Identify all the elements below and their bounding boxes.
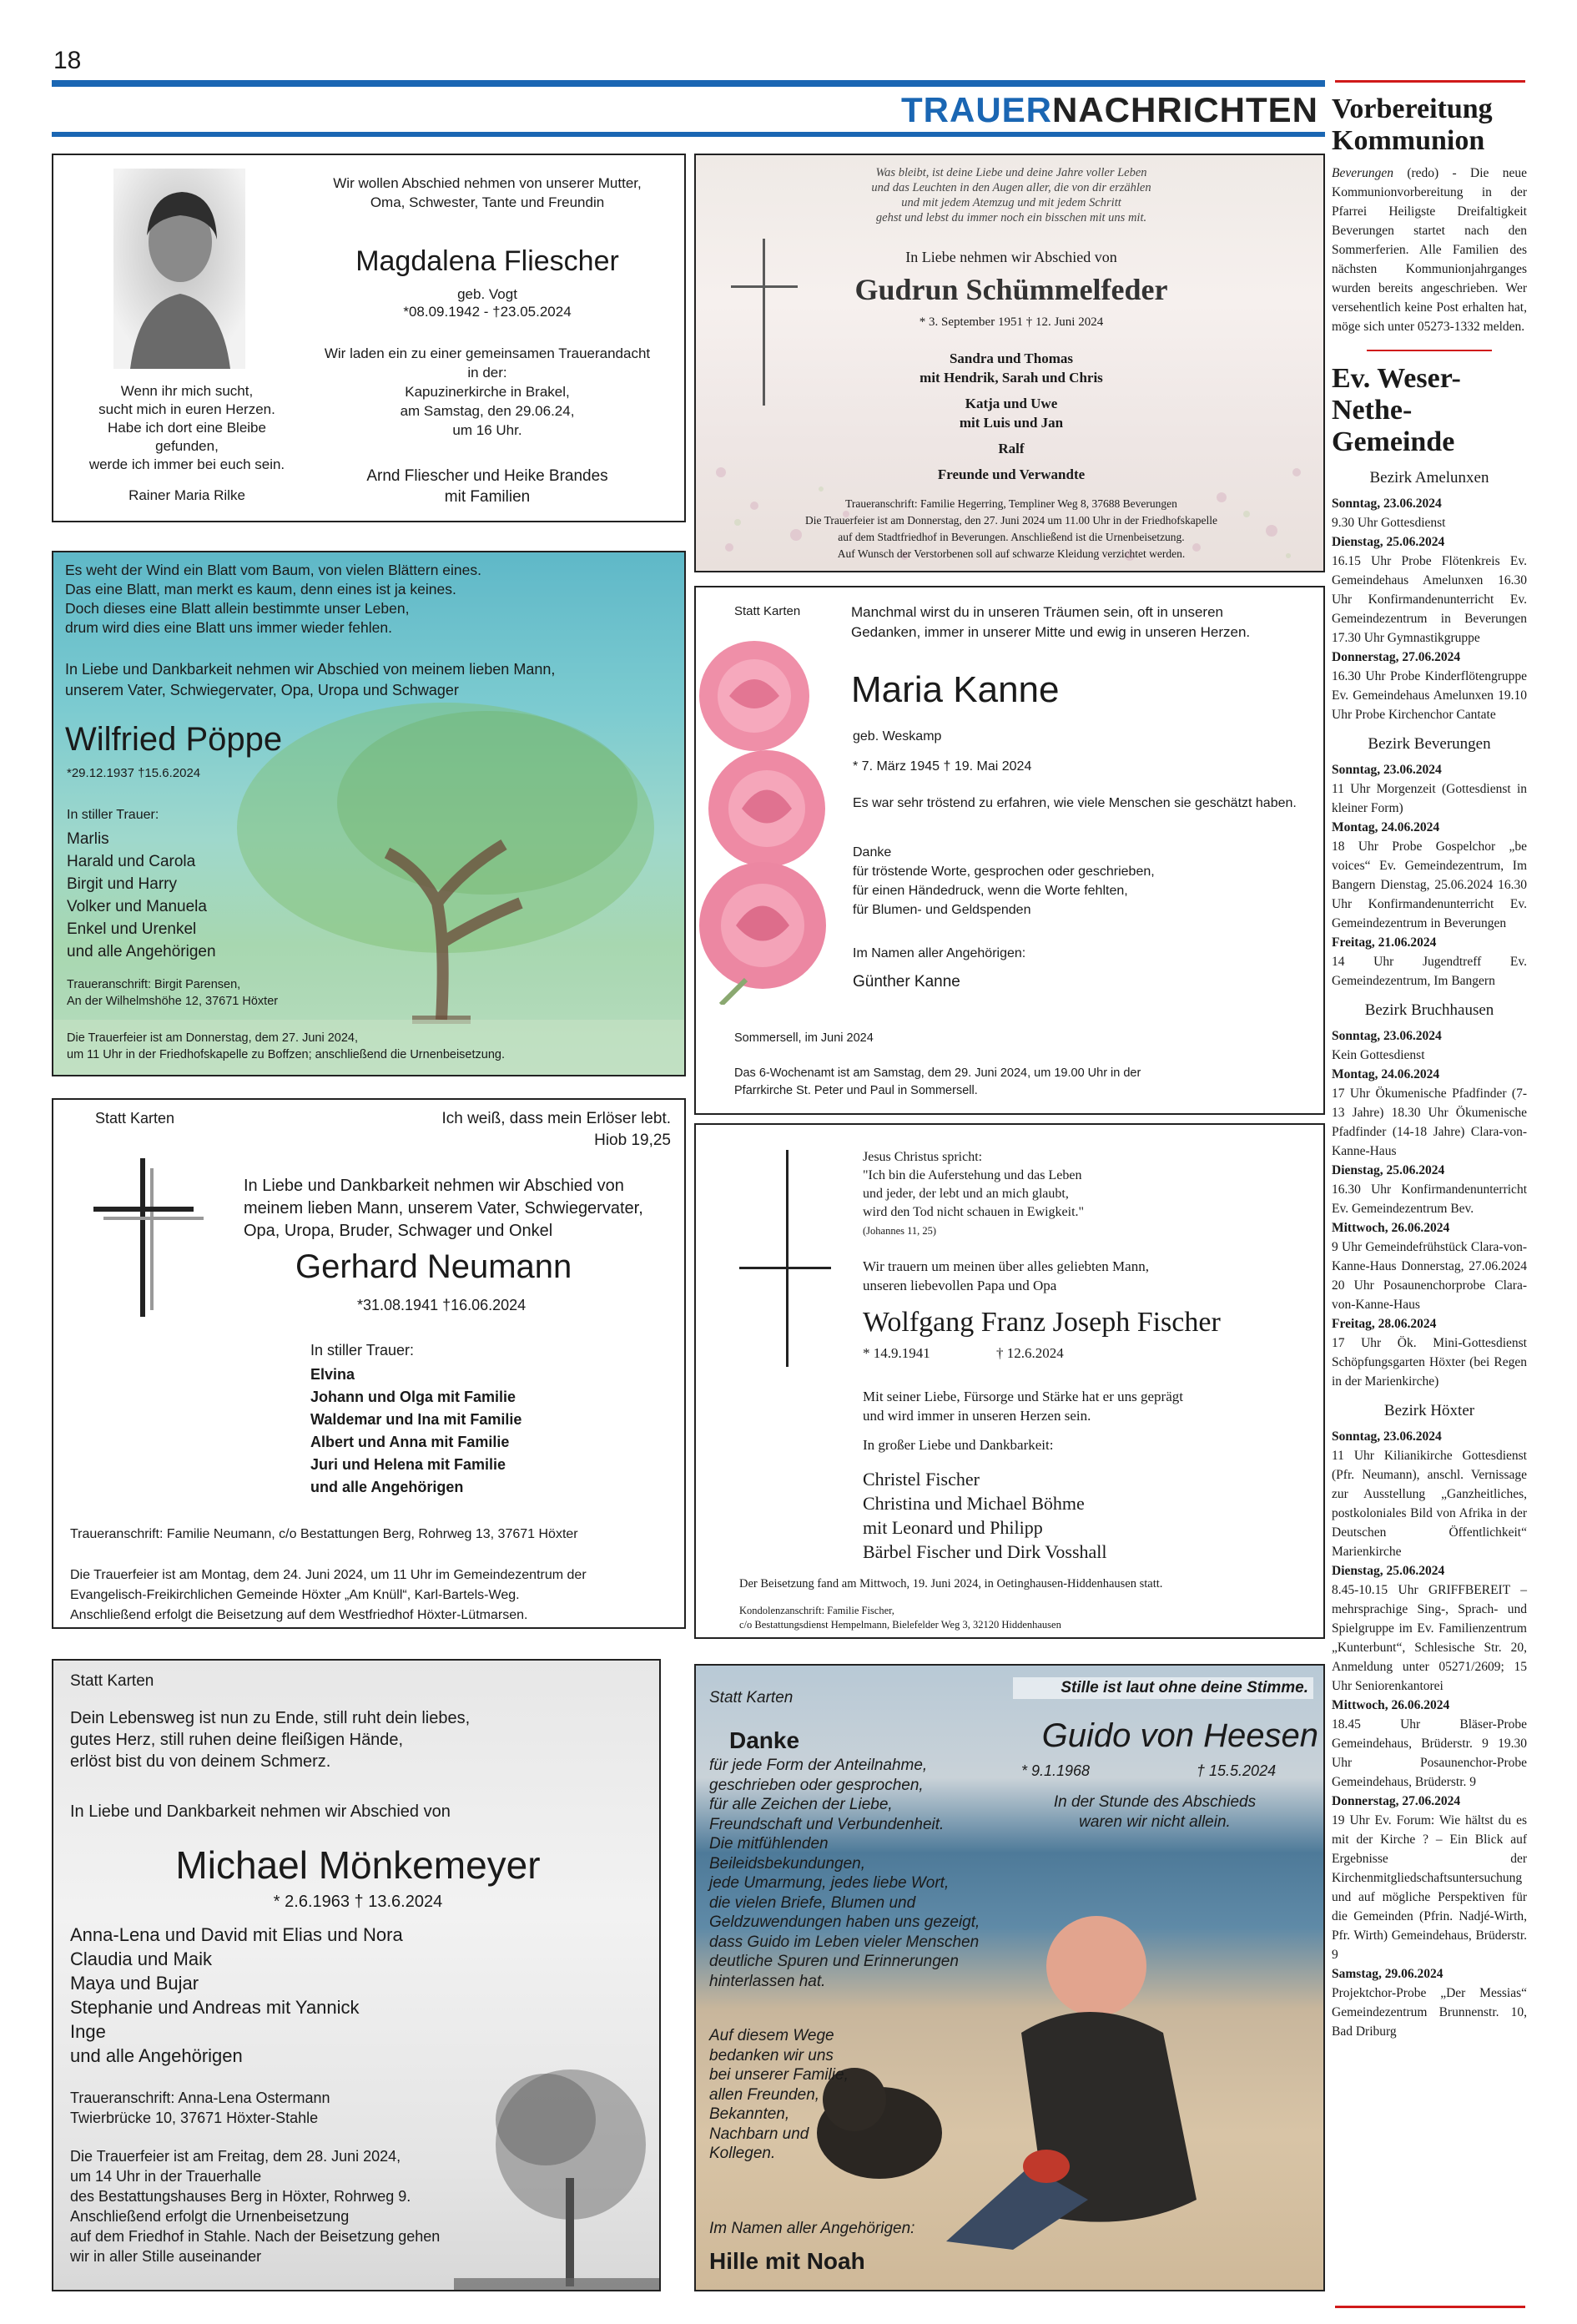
section-title xyxy=(901,90,1318,130)
obituary-poeppe xyxy=(52,551,686,1076)
thanks2-line: Nachbarn und xyxy=(709,2125,809,2143)
invite-line: um 16 Uhr. xyxy=(452,422,522,438)
top-rule xyxy=(52,80,1325,87)
quote-line: gehst und lebst du immer noch ein bisschen mit uns mit. xyxy=(875,211,1147,224)
poem-line: erlöst bist du von deinem Schmerz. xyxy=(70,1752,331,1771)
thanks xyxy=(709,1756,1060,1991)
thanks2-line: bei unserer Familie, xyxy=(709,2066,849,2084)
sidebar-title-kommunion: Vorbereitung Kommunion xyxy=(1332,93,1493,156)
family-line: Enkel und Urenkel xyxy=(67,920,197,938)
poem-line: drum wird dies eine Blatt uns immer wieder fehlen. xyxy=(65,619,392,636)
address xyxy=(70,2088,330,2128)
ceremony-line: auf dem Friedhof in Stahle. Nach der Beisetzung gehen xyxy=(70,2228,441,2245)
sidebar-entry-text: 8.45-10.15 Uhr GRIFFBEREIT – mehrsprachige Sing-, Sprach- und Spielgruppe im Ev. Familienzentrum „Kunterbunt“, Schlesische Str. 20, Anmeldung unter 05271/2609; 15 Uhr Seniorenkantorei xyxy=(1332,1583,1527,1693)
poem-line: sucht mich in euren Herzen. xyxy=(98,401,275,417)
ceremony-line: Die Trauerfeier ist am Montag, dem 24. Juni 2024, um 11 Uhr im Gemeindezentrum der xyxy=(70,1568,587,1582)
note-line: Auf Wunsch der Verstorbenen soll auf schwarze Kleidung verzichtet werden. xyxy=(837,547,1186,560)
family-line: Elvina xyxy=(310,1366,355,1383)
sidebar-text-lead: Beverungen xyxy=(1332,166,1394,180)
family xyxy=(310,1364,521,1499)
ceremony-line: Die Trauerfeier ist am Freitag, dem 28. Juni 2024, xyxy=(70,2148,401,2165)
life-dates: *08.09.1942 - †23.05.2024 xyxy=(403,304,572,320)
quote-line: und mit jedem Atemzug und mit jedem Schritt xyxy=(901,196,1121,209)
intro-line: Wir trauern um meinen über alles geliebten Mann, xyxy=(863,1258,1149,1274)
intro-line: Wir wollen Abschied nehmen von unserer Mutter, xyxy=(333,175,642,191)
thanks-line: geschrieben oder gesprochen, xyxy=(709,1776,924,1794)
poem-line: Es weht der Wind ein Blatt vom Baum, von vielen Blättern eines. xyxy=(65,562,481,578)
note-line: auf dem Stadtfriedhof in Beverungen. Anschließend ist die Urnenbeisetzung. xyxy=(838,531,1185,543)
ceremony xyxy=(67,1030,505,1063)
deceased-name: Gudrun Schümmelfeder xyxy=(854,273,1168,306)
thanks-line: Geldzuwendungen haben uns gezeigt, xyxy=(709,1913,980,1931)
quote: Ich weiß, dass mein Erlöser lebt. xyxy=(441,1110,671,1127)
family-line: und alle Angehörigen xyxy=(70,2045,243,2066)
family-line: Claudia und Maik xyxy=(70,1948,212,1969)
thanks-line: für alle Zeichen der Liebe, xyxy=(709,1796,893,1813)
quote-line: Jesus Christus spricht: xyxy=(863,1150,983,1164)
thanks-line: für einen Händedruck, wenn die Worte fehlten, xyxy=(853,884,1128,898)
portrait-photo xyxy=(113,169,245,369)
sidebar-red-line-bottom xyxy=(1335,2306,1525,2308)
invite-line: Kapuzinerkirche in Brakel, xyxy=(405,384,570,400)
sidebar-entry-text: Projektchor-Probe „Der Messias“ Gemeindezentrum Brunnenstr. 10, Bad Driburg xyxy=(1332,1986,1527,2039)
deceased-name: Gerhard Neumann xyxy=(295,1248,572,1285)
thanks-line: die vielen Briefe, Blumen und xyxy=(709,1893,916,1912)
deceased-name: Michael Mönkemeyer xyxy=(175,1843,541,1887)
sidebar-entry-date: Donnerstag, 27.06.2024 xyxy=(1332,1794,1461,1808)
sidebar-entry-date: Mittwoch, 26.06.2024 xyxy=(1332,1698,1450,1712)
quote-line: (Johannes 11, 25) xyxy=(863,1225,937,1237)
poem xyxy=(62,382,312,474)
sidebar-district-heading: Bezirk Amelunxen xyxy=(1369,469,1489,486)
address-line: Traueranschrift: Birgit Parensen, xyxy=(67,978,241,991)
obituary-heesen xyxy=(694,1664,1325,2291)
family-line: Ralf xyxy=(998,441,1025,456)
ceremony-line: Anschließend erfolgt die Urnenbeisetzung xyxy=(70,2208,350,2225)
sidebar-entry-date: Samstag, 29.06.2024 xyxy=(1332,1967,1443,1981)
family-line: Harald und Carola xyxy=(67,853,196,870)
born: * 9.1.1968 xyxy=(1021,1762,1091,1779)
family-line: Albert und Anna mit Familie xyxy=(310,1434,510,1450)
thanks-line: Beileidsbekundungen, xyxy=(709,1854,865,1873)
thanks-line: dass Guido im Leben vieler Menschen xyxy=(709,1933,980,1951)
address-line: Kondolenzanschrift: Familie Fischer, xyxy=(739,1605,894,1616)
quote-line: "Ich bin die Auferstehung und das Leben xyxy=(863,1168,1082,1182)
life-dates: * 7. März 1945 † 19. Mai 2024 xyxy=(853,759,1032,774)
quote-line: und das Leuchten in den Augen aller, die von dir erzählen xyxy=(871,181,1151,194)
family-line: Katja und Uwe xyxy=(965,396,1058,411)
ceremony-line: wir in aller Stille auseinander xyxy=(70,2248,262,2265)
poem xyxy=(65,561,674,638)
thanks-line: für jede Form der Anteilnahme, xyxy=(709,1757,928,1774)
thanks xyxy=(853,843,1155,920)
poem-line: Wenn ihr mich sucht, xyxy=(120,383,254,399)
ceremony-line: Anschließend erfolgt die Beisetzung auf dem Westfriedhof Höxter-Lütmarsen. xyxy=(70,1608,528,1622)
sidebar-red-line-top xyxy=(1335,80,1525,83)
thanks2-line: Kollegen. xyxy=(709,2145,776,2162)
born: * 14.9.1941 xyxy=(863,1345,930,1361)
tree-silhouette xyxy=(454,2053,661,2291)
ceremony-line: Die Trauerfeier ist am Donnerstag, dem 27. Juni 2024, xyxy=(67,1031,358,1045)
family-line: Sandra und Thomas xyxy=(949,350,1074,366)
poem-line: Das eine Blatt, man merkt es kaum, denn eines ist ja keines. xyxy=(65,581,456,597)
sidebar-entry-date: Sonntag, 23.06.2024 xyxy=(1332,497,1442,511)
family-line: Christina und Michael Böhme xyxy=(863,1493,1085,1514)
sidebar-district-heading: Bezirk Beverungen xyxy=(1368,735,1491,753)
address-line: c/o Bestattungsdienst Hempelmann, Bielefelder Weg 3, 32120 Hiddenhausen xyxy=(739,1619,1061,1631)
cross-icon xyxy=(87,1158,212,1317)
sidebar-entry-text: 18 Uhr Probe Gospelchor „be voices“ Ev. Gemeindezentrum, Im Bangern Dienstag, 25.06.2024 16.30 Uhr Konfirmandenunterricht Ev. Gemeindezentrum in Beverungen xyxy=(1332,839,1527,930)
note-line: Traueranschrift: Familie Hegerring, Templiner Weg 8, 37688 Beverungen xyxy=(845,497,1177,510)
sidebar-entry-date: Montag, 24.06.2024 xyxy=(1332,820,1440,834)
family xyxy=(863,1467,1107,1564)
mourning-label: In stiller Trauer: xyxy=(310,1342,415,1359)
obituary-kanne xyxy=(694,586,1325,1115)
sidebar-news xyxy=(1332,93,1527,2296)
invite-line: Wir laden ein zu einer gemeinsamen Trauerandacht xyxy=(324,345,651,361)
sidebar-districts xyxy=(1332,468,1527,2041)
address-line: Traueranschrift: Anna-Lena Ostermann xyxy=(70,2090,330,2106)
died: † 12.6.2024 xyxy=(996,1345,1064,1361)
quote-line: Manchmal wirst du in unseren Träumen sein, oft in unseren xyxy=(851,604,1224,620)
sidebar-entry-date: Sonntag, 23.06.2024 xyxy=(1332,1029,1442,1043)
family-line: Waldemar und Ina mit Familie xyxy=(310,1411,522,1428)
poem-line: werde ich immer bei euch sein. xyxy=(88,456,285,472)
cross-vertical xyxy=(763,239,765,406)
sidebar-entry-date: Freitag, 28.06.2024 xyxy=(1332,1317,1437,1331)
life-dates: * 2.6.1963 † 13.6.2024 xyxy=(273,1893,443,1911)
family-line: mit Hendrik, Sarah und Chris xyxy=(919,370,1103,386)
life-dates: *31.08.1941 †16.06.2024 xyxy=(357,1297,527,1313)
signoff: Im Namen aller Angehörigen: xyxy=(709,2220,915,2237)
family-line: Johann und Olga mit Familie xyxy=(310,1389,516,1405)
thanks-family xyxy=(709,2026,876,2164)
invite-line: in der: xyxy=(467,365,507,381)
sidebar-entry-text: Kein Gottesdienst xyxy=(1332,1048,1425,1062)
sidebar-district-heading: Bezirk Bruchhausen xyxy=(1364,1001,1494,1019)
quote xyxy=(796,165,1227,225)
sidebar-entry-text: 11 Uhr Kilianikirche Gottesdienst (Pfr. Neumann), anschl. Vernissage zur Ausstellung „Ganzheitliches, postkoloniales Bild von Afrika in der Deutschen Öffentlichkeit“ Marienkirche xyxy=(1332,1449,1527,1559)
quote-line: und jeder, der lebt und an mich glaubt, xyxy=(863,1187,1069,1201)
note-line: Die Trauerfeier ist am Donnerstag, den 27. Juni 2024 um 11.00 Uhr in der Friedhofskapelle xyxy=(804,514,1218,527)
section-title-a: TRAUER xyxy=(901,90,1052,129)
address-line: Twierbrücke 10, 37671 Höxter-Stahle xyxy=(70,2110,319,2126)
mass-line: Pfarrkirche St. Peter und Paul in Sommersell. xyxy=(734,1084,978,1097)
life-dates: *29.12.1937 †15.6.2024 xyxy=(67,766,201,780)
hour-line: In der Stunde des Abschieds xyxy=(1053,1793,1257,1811)
address: Traueranschrift: Familie Neumann, c/o Bestattungen Berg, Rohrweg 13, 37671 Höxter xyxy=(70,1527,578,1541)
sidebar-entry-date: Dienstag, 25.06.2024 xyxy=(1332,535,1445,549)
sidebar-title-gemeinde: Ev. Weser-Nethe-Gemeinde xyxy=(1332,363,1461,457)
deceased-name: Wilfried Pöppe xyxy=(65,721,283,758)
invitation xyxy=(304,344,671,440)
family-line: Christel Fischer xyxy=(863,1469,980,1490)
signer: Günther Kanne xyxy=(853,973,960,991)
ceremony xyxy=(70,2146,440,2266)
thanks-line: Die mitfühlenden xyxy=(709,1835,829,1853)
sidebar-entry-text: 16.30 Uhr Probe Kinderflötengruppe Ev. Gemeindehaus Amelunxen 19.10 Uhr Probe Kirchenchor Cantate xyxy=(1332,669,1527,722)
intro xyxy=(65,659,674,701)
notes xyxy=(729,496,1293,562)
poem-line: Habe ich dort eine Bleibe xyxy=(108,420,266,436)
thanks-line: Freundschaft und Verbundenheit. xyxy=(709,1815,945,1833)
family-line: Maya und Bujar xyxy=(70,1973,199,1994)
sidebar-entry-date: Dienstag, 25.06.2024 xyxy=(1332,1564,1445,1578)
sidebar-entry-date: Dienstag, 25.06.2024 xyxy=(1332,1163,1445,1177)
thanks2-line: Auf diesem Wege xyxy=(709,2027,834,2044)
sidebar-text-kommunion xyxy=(1332,164,1527,336)
ceremony-line: des Bestattungshauses Berg in Höxter, Rohrweg 9. xyxy=(70,2188,411,2205)
ceremony-line: um 14 Uhr in der Trauerhalle xyxy=(70,2168,262,2185)
family-line: Volker und Manuela xyxy=(67,898,207,915)
gratitude: In großer Liebe und Dankbarkeit: xyxy=(863,1437,1054,1453)
invite-line: am Samstag, den 29.06.24, xyxy=(400,403,575,419)
intro-line: unserem Vater, Schwiegervater, Opa, Uropa und Schwager xyxy=(65,682,459,698)
family xyxy=(70,1923,403,2068)
family-line: Marlis xyxy=(67,830,109,848)
intro-line: Oma, Schwester, Tante und Freundin xyxy=(370,194,605,210)
sidebar-entry-text: 16.15 Uhr Probe Flötenkreis Ev. Gemeindehaus Amelunxen 16.30 Uhr Konfirmandenunterricht Ev. Gemeindezentrum in Beverungen 17.30 Uhr Gymnastikgruppe xyxy=(1332,554,1527,645)
poem-line: gefunden, xyxy=(155,438,219,454)
mass-line: Das 6-Wochenamt ist am Samstag, dem 29. Juni 2024, um 19.00 Uhr in der xyxy=(734,1066,1141,1080)
sidebar-district-heading: Bezirk Höxter xyxy=(1383,1402,1475,1419)
intro: In Liebe nehmen wir Abschied von xyxy=(905,249,1117,265)
obituary-neumann xyxy=(52,1098,686,1629)
deceased-name: Guido von Heesen xyxy=(1041,1717,1318,1754)
comfort-text: Es war sehr tröstend zu erfahren, wie viele Menschen sie geschätzt haben. xyxy=(853,796,1297,810)
burial-notice: Der Beisetzung fand am Mittwoch, 19. Juni 2024, in Oetinghausen-Hiddenhausen statt. xyxy=(739,1577,1163,1591)
poem-line: gutes Herz, still ruhen deine fleißigen Hände, xyxy=(70,1731,404,1749)
obituary-moenkemeyer xyxy=(52,1659,661,2291)
sidebar-entry-text: 11 Uhr Morgenzeit (Gottesdienst in kleiner Form) xyxy=(1332,782,1527,815)
intro-line: In Liebe und Dankbarkeit nehmen wir Abschied von xyxy=(244,1177,624,1195)
family-line: Anna-Lena und David mit Elias und Nora xyxy=(70,1924,403,1945)
poem-author: Rainer Maria Rilke xyxy=(128,487,245,503)
obituary-fischer xyxy=(694,1123,1325,1639)
statt-karten: Statt Karten xyxy=(95,1110,175,1127)
thanks2-line: Bekannten, xyxy=(709,2105,790,2123)
thanks-line: deutliche Spuren und Erinnerungen xyxy=(709,1953,959,1970)
ceremony-line: Evangelisch-Freikirchlichen Gemeinde Höxter „Am Knüll“, Karl-Bartels-Weg. xyxy=(70,1588,520,1602)
thanks2-line: bedanken wir uns xyxy=(709,2046,834,2064)
address xyxy=(67,976,278,1010)
statt-karten: Statt Karten xyxy=(70,1672,154,1690)
cross-icon xyxy=(739,1150,839,1367)
roses-image xyxy=(696,638,838,1005)
family xyxy=(796,349,1227,484)
obituary-schuemmelfeder xyxy=(694,154,1325,572)
family-line: Juri und Helena mit Familie xyxy=(310,1456,506,1473)
family-line: mit Leonard und Philipp xyxy=(863,1517,1043,1538)
sidebar-entry-date: Freitag, 21.06.2024 xyxy=(1332,935,1437,950)
poem xyxy=(70,1707,646,1772)
family-line: mit Familien xyxy=(444,488,531,506)
poem-line: Dein Lebensweg ist nun zu Ende, still ruht dein liebes, xyxy=(70,1709,471,1727)
section-title-b: NACHRICHTEN xyxy=(1052,90,1318,129)
statt-karten: Statt Karten xyxy=(709,1689,794,1706)
signer: Hille mit Noah xyxy=(709,2248,865,2274)
hour-line: waren wir nicht allein. xyxy=(1079,1813,1231,1831)
family-line: und alle Angehörigen xyxy=(67,943,216,960)
love-line: und wird immer in unseren Herzen sein. xyxy=(863,1408,1091,1424)
thanks-line: jede Umarmung, jedes liebe Wort, xyxy=(709,1874,950,1892)
thanks2-line: allen Freunden, xyxy=(709,2085,820,2104)
family-line: mit Luis und Jan xyxy=(959,415,1064,431)
family xyxy=(304,466,671,507)
love xyxy=(863,1387,1313,1425)
verse: Hiob 19,25 xyxy=(594,1132,671,1149)
family-line: und alle Angehörigen xyxy=(310,1479,464,1495)
mass-notice xyxy=(734,1065,1141,1100)
header-rule xyxy=(52,132,1325,137)
quote xyxy=(851,602,1318,643)
quote-line: wird den Tod nicht schauen in Ewigkeit." xyxy=(863,1205,1085,1219)
thanks-line: für Blumen- und Geldspenden xyxy=(853,903,1031,917)
sidebar-entry-text: 9 Uhr Gemeindefrühstück Clara-von-Kanne-Haus Donnerstag, 27.06.2024 20 Uhr Posaunenchorprobe Clara-von-Kanne-Haus xyxy=(1332,1240,1527,1312)
sidebar-entry-text: 18.45 Uhr Bläser-Probe Gemeindehaus, Brüderstr. 9 19.30 Uhr Posaunenchor-Probe Gemeindehaus, Brüderstr. 9 xyxy=(1332,1717,1527,1789)
family-line: Freunde und Verwandte xyxy=(937,466,1086,482)
intro xyxy=(304,174,671,212)
bible-quote xyxy=(863,1148,1313,1240)
motto: Stille ist laut ohne deine Stimme. xyxy=(1013,1677,1313,1699)
family-line: Arnd Fliescher und Heike Brandes xyxy=(366,467,608,485)
place-date: Sommersell, im Juni 2024 xyxy=(734,1031,874,1045)
birthname: geb. Weskamp xyxy=(853,729,942,744)
poem-line: Doch dieses eine Blatt allein bestimmte unser Leben, xyxy=(65,600,410,617)
family xyxy=(67,828,216,963)
sidebar-entry-text: 14 Uhr Jugendtreff Ev. Gemeindezentrum, Im Bangern xyxy=(1332,955,1527,988)
sidebar-entry-text: 17 Uhr Ök. Mini-Gottesdienst Schöpfungsgarten Höxter (bei Regen in der Marienkirche) xyxy=(1332,1336,1527,1389)
family-line: Stephanie und Andreas mit Yannick xyxy=(70,1997,360,2018)
intro-line: Opa, Uropa, Bruder, Schwager und Onkel xyxy=(244,1222,553,1240)
page-number: 18 xyxy=(53,47,82,74)
sidebar-entry-text: 17 Uhr Ökumenische Pfadfinder (7-13 Jahre) 18.30 Uhr Ökumenische Pfadfinder (14-18 Jahre) Clara-von-Kanne-Haus xyxy=(1332,1086,1527,1158)
ceremony-line: um 11 Uhr in der Friedhofskapelle zu Boffzen; anschließend die Urnenbeisetzung. xyxy=(67,1048,505,1061)
sidebar-entry-text: 9.30 Uhr Gottesdienst xyxy=(1332,516,1446,530)
thanks-line: für tröstende Worte, gesprochen oder geschrieben, xyxy=(853,865,1155,879)
sidebar-entry-date: Montag, 24.06.2024 xyxy=(1332,1067,1440,1081)
obituary-fliescher xyxy=(52,154,686,522)
love-line: Mit seiner Liebe, Fürsorge und Stärke hat er uns geprägt xyxy=(863,1389,1183,1404)
sidebar-separator xyxy=(1367,350,1492,351)
intro xyxy=(244,1175,678,1243)
intro-line: unseren liebevollen Papa und Opa xyxy=(863,1278,1057,1293)
intro-line: meinem lieben Mann, unserem Vater, Schwiegervater, xyxy=(244,1199,643,1217)
family-line: Birgit und Harry xyxy=(67,875,177,893)
life-dates: * 3. September 1951 † 12. Juni 2024 xyxy=(919,315,1104,329)
deceased-name: Maria Kanne xyxy=(851,669,1060,710)
intro xyxy=(863,1257,1313,1295)
birthname: geb. Vogt xyxy=(457,286,517,302)
family-line: Bärbel Fischer und Dirk Vosshall xyxy=(863,1541,1107,1562)
quote-line: Gedanken, immer in unserer Mitte und ewig in unseren Herzen. xyxy=(851,624,1251,640)
sidebar-text-body: (redo) - Die neue Kommunionvorbereitung in der Pfarrei Heiligste Dreifaltigkeit Beverungen startet nach den Sommerferien. Alle Familien des nächsten Kommunionjahrganges wurden bereits angeschrieben. Wer versehentlich keine Post erhalten hat, möge sich unter 05273-1332 melden. xyxy=(1332,166,1527,334)
signoff: Im Namen aller Angehörigen: xyxy=(853,946,1026,960)
intro-line: In Liebe und Dankbarkeit nehmen wir Abschied von meinem lieben Mann, xyxy=(65,661,556,678)
sidebar-entry-date: Donnerstag, 27.06.2024 xyxy=(1332,650,1461,664)
sidebar-entry-text: 16.30 Uhr Konfirmandenunterricht Ev. Gemeindezentrum Bev. xyxy=(1332,1182,1527,1216)
danke-heading: Danke xyxy=(729,1727,800,1753)
deceased-name: Wolfgang Franz Joseph Fischer xyxy=(863,1307,1221,1338)
sidebar-entry-text: 19 Uhr Ev. Forum: Wie hältst du es mit der Kirche ? – Ein Blick auf Ergebnisse der Kirchenmitgliedschaftsuntersuchung und auf mögliche Perspektiven für die Gemeinden (Pfrin. Nadjé-Wirth, Pfr. Wirth) Gemeindehaus, Brüderstr. 9 xyxy=(1332,1813,1527,1962)
intro: In Liebe und Dankbarkeit nehmen wir Abschied von xyxy=(70,1802,451,1821)
sidebar-entry-date: Mittwoch, 26.06.2024 xyxy=(1332,1221,1450,1235)
deceased-name: Magdalena Fliescher xyxy=(355,245,619,277)
family-line: Inge xyxy=(70,2021,106,2042)
condolence-address xyxy=(739,1604,1061,1632)
statt-karten: Statt Karten xyxy=(734,604,801,618)
sidebar-entry-date: Sonntag, 23.06.2024 xyxy=(1332,1429,1442,1444)
died: † 15.5.2024 xyxy=(1197,1762,1277,1779)
thanks-line: Danke xyxy=(853,845,892,860)
thanks-line: hinterlassen hat. xyxy=(709,1972,826,1990)
mourning-label: In stiller Trauer: xyxy=(67,808,159,822)
quote-line: Was bleibt, ist deine Liebe und deine Jahre voller Leben xyxy=(875,166,1147,179)
ceremony xyxy=(70,1565,587,1626)
sidebar-entry-date: Sonntag, 23.06.2024 xyxy=(1332,763,1442,777)
address-line: An der Wilhelmshöhe 12, 37671 Höxter xyxy=(67,995,279,1008)
